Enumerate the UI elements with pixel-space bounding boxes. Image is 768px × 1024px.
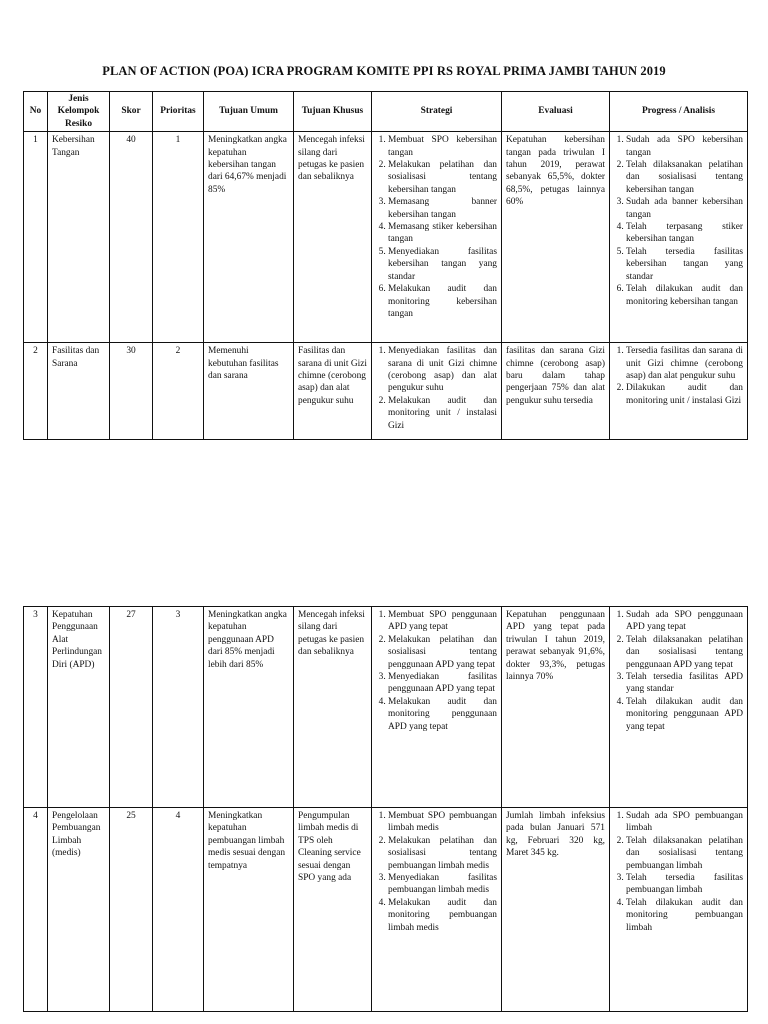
evaluation-cell: Kepatuhan kebersihan tangan pada triwulan I tahun 2019, perawat sebanyak 65,5%, dokter 68,5%, petugas lainnya 60%	[502, 132, 610, 343]
list-item: 2. Telah dilaksanakan pelatihan dan sosialisasi tentang kebersihan tangan	[626, 159, 743, 196]
evaluation-cell: Jumlah limbah infeksius pada bulan Januari 571 kg, Februari 320 kg, Maret 345 kg.	[502, 808, 610, 1012]
list-item: 2. Melakukan pelatihan dan sosialisasi tentang kebersihan tangan	[388, 159, 497, 196]
strategy-list	[376, 345, 497, 432]
list-item: 2. Melakukan pelatihan dan sosialisasi tentang penggunaan APD yang tepat	[388, 634, 497, 671]
list-item: 3. Telah tersedia fasilitas pembuangan limbah	[626, 872, 743, 897]
list-item: 1. Tersedia fasilitas dan sarana di unit Gizi chimne (cerobong asap) dan alat pengukur suhu	[626, 345, 743, 382]
header-no: No	[24, 92, 48, 132]
list-item: 4. Memasang stiker kebersihan tangan	[388, 221, 497, 246]
strategy-cell	[372, 343, 502, 440]
evaluation-cell: fasilitas dan sarana Gizi chimne (cerobong asap) baru dalam tahap pengerjaan 75% dan alat pengukur suhu tersedia	[502, 343, 610, 440]
progress-cell	[610, 132, 748, 343]
header-evaluasi: Evaluasi	[502, 92, 610, 132]
list-item: 1. Menyediakan fasilitas dan sarana di unit Gizi chimne (cerobong asap) dan alat pengukur suhu	[388, 345, 497, 395]
general-goal-cell: Meningkatkan kepatuhan pembuangan limbah medis sesuai dengan tempatnya	[204, 808, 294, 1012]
risk-group-cell: Kepatuhan Penggunaan Alat Perlindungan Diri (APD)	[48, 607, 110, 808]
list-item: 3. Memasang banner kebersihan tangan	[388, 196, 497, 221]
progress-cell	[610, 343, 748, 440]
strategy-cell	[372, 607, 502, 808]
list-item: 3. Menyediakan fasilitas pembuangan limbah medis	[388, 872, 497, 897]
header-tujuan-umum: Tujuan Umum	[204, 92, 294, 132]
list-item: 2. Dilakukan audit dan monitoring unit / instalasi Gizi	[626, 382, 743, 407]
list-item: 6. Melakukan audit dan monitoring kebersihan tangan	[388, 283, 497, 320]
row-no-cell: 3	[24, 607, 48, 808]
progress-cell	[610, 607, 748, 808]
table-row	[24, 132, 748, 343]
list-item: 1. Membuat SPO pembuangan limbah medis	[388, 810, 497, 835]
list-item: 2. Melakukan pelatihan dan sosialisasi tentang pembuangan limbah medis	[388, 835, 497, 872]
priority-cell: 4	[153, 808, 204, 1012]
document-title: PLAN OF ACTION (POA) ICRA PROGRAM KOMITE PPI RS ROYAL PRIMA JAMBI TAHUN 2019	[102, 64, 666, 78]
priority-cell: 2	[153, 343, 204, 440]
list-item: 3. Sudah ada banner kebersihan tangan	[626, 196, 743, 221]
row-no-cell: 4	[24, 808, 48, 1012]
header-jenis: Jenis Kelompok Resiko	[48, 92, 110, 132]
list-item: 1. Membuat SPO kebersihan tangan	[388, 134, 497, 159]
general-goal-cell: Memenuhi kebutuhan fasilitas dan sarana	[204, 343, 294, 440]
header-skor: Skor	[110, 92, 153, 132]
list-item: 4. Melakukan audit dan monitoring pembuangan limbah medis	[388, 897, 497, 934]
list-item: 3. Menyediakan fasilitas penggunaan APD yang tepat	[388, 671, 497, 696]
priority-cell: 1	[153, 132, 204, 343]
priority-cell: 3	[153, 607, 204, 808]
strategy-cell	[372, 132, 502, 343]
table-row	[24, 343, 748, 440]
list-item: 2. Telah dilaksanakan pelatihan dan sosialisasi tentang penggunaan APD yang tepat	[626, 634, 743, 671]
list-item: 2. Melakukan audit dan monitoring unit / instalasi Gizi	[388, 395, 497, 432]
evaluation-cell: Kepatuhan penggunaan APD yang tepat pada triwulan I tahun 2019, perawat sebanyak 91,6%, dokter 93,3%, petugas lainnya 70%	[502, 607, 610, 808]
list-item: 1. Sudah ada SPO kebersihan tangan	[626, 134, 743, 159]
strategy-list	[376, 609, 497, 733]
score-cell: 30	[110, 343, 153, 440]
list-item: 4. Telah terpasang stiker kebersihan tangan	[626, 221, 743, 246]
header-tujuan-khusus: Tujuan Khusus	[294, 92, 372, 132]
table-header-row	[24, 92, 748, 132]
header-strategi: Strategi	[372, 92, 502, 132]
risk-group-cell: Pengelolaan Pembuangan Limbah (medis)	[48, 808, 110, 1012]
list-item: 4. Telah dilakukan audit dan monitoring penggunaan APD yang tepat	[626, 696, 743, 733]
list-item: 1. Membuat SPO penggunaan APD yang tepat	[388, 609, 497, 634]
progress-list	[614, 810, 743, 934]
progress-cell	[610, 808, 748, 1012]
progress-list	[614, 134, 743, 308]
list-item: 5. Menyediakan fasilitas kebersihan tangan yang standar	[388, 246, 497, 283]
specific-goal-cell: Fasilitas dan sarana di unit Gizi chimne (cerobong asap) dan alat pengukur suhu	[294, 343, 372, 440]
risk-group-cell: Fasilitas dan Sarana	[48, 343, 110, 440]
table-row	[24, 808, 748, 1012]
score-cell: 25	[110, 808, 153, 1012]
poa-table-part-1	[23, 91, 748, 440]
poa-table-part-2	[23, 606, 748, 1012]
strategy-list	[376, 134, 497, 320]
specific-goal-cell: Mencegah infeksi silang dari petugas ke pasien dan sebaliknya	[294, 132, 372, 343]
table-row	[24, 607, 748, 808]
progress-list	[614, 345, 743, 407]
header-prioritas: Prioritas	[153, 92, 204, 132]
list-item: 3. Telah tersedia fasilitas APD yang standar	[626, 671, 743, 696]
score-cell: 40	[110, 132, 153, 343]
list-item: 1. Sudah ada SPO pembuangan limbah	[626, 810, 743, 835]
general-goal-cell: Meningkatkan angka kepatuhan penggunaan APD dari 85% menjadi lebih dari 85%	[204, 607, 294, 808]
specific-goal-cell: Pengumpulan limbah medis di TPS oleh Cleaning service sesuai dengan SPO yang ada	[294, 808, 372, 1012]
general-goal-cell: Meningkatkan angka kepatuhan kebersihan tangan dari 64,67% menjadi 85%	[204, 132, 294, 343]
list-item: 2. Telah dilaksanakan pelatihan dan sosialisasi tentang pembuangan limbah	[626, 835, 743, 872]
header-progress: Progress / Analisis	[610, 92, 748, 132]
risk-group-cell: Kebersihan Tangan	[48, 132, 110, 343]
strategy-cell	[372, 808, 502, 1012]
list-item: 4. Melakukan audit dan monitoring penggunaan APD yang tepat	[388, 696, 497, 733]
list-item: 6. Telah dilakukan audit dan monitoring kebersihan tangan	[626, 283, 743, 308]
list-item: 1. Sudah ada SPO penggunaan APD yang tepat	[626, 609, 743, 634]
score-cell: 27	[110, 607, 153, 808]
specific-goal-cell: Mencegah infeksi silang dari petugas ke pasien dan sebaliknya	[294, 607, 372, 808]
strategy-list	[376, 810, 497, 934]
row-no-cell: 2	[24, 343, 48, 440]
list-item: 4. Telah dilakukan audit dan monitoring pembuangan limbah	[626, 897, 743, 934]
list-item: 5. Telah tersedia fasilitas kebersihan tangan yang standar	[626, 246, 743, 283]
row-no-cell: 1	[24, 132, 48, 343]
progress-list	[614, 609, 743, 733]
